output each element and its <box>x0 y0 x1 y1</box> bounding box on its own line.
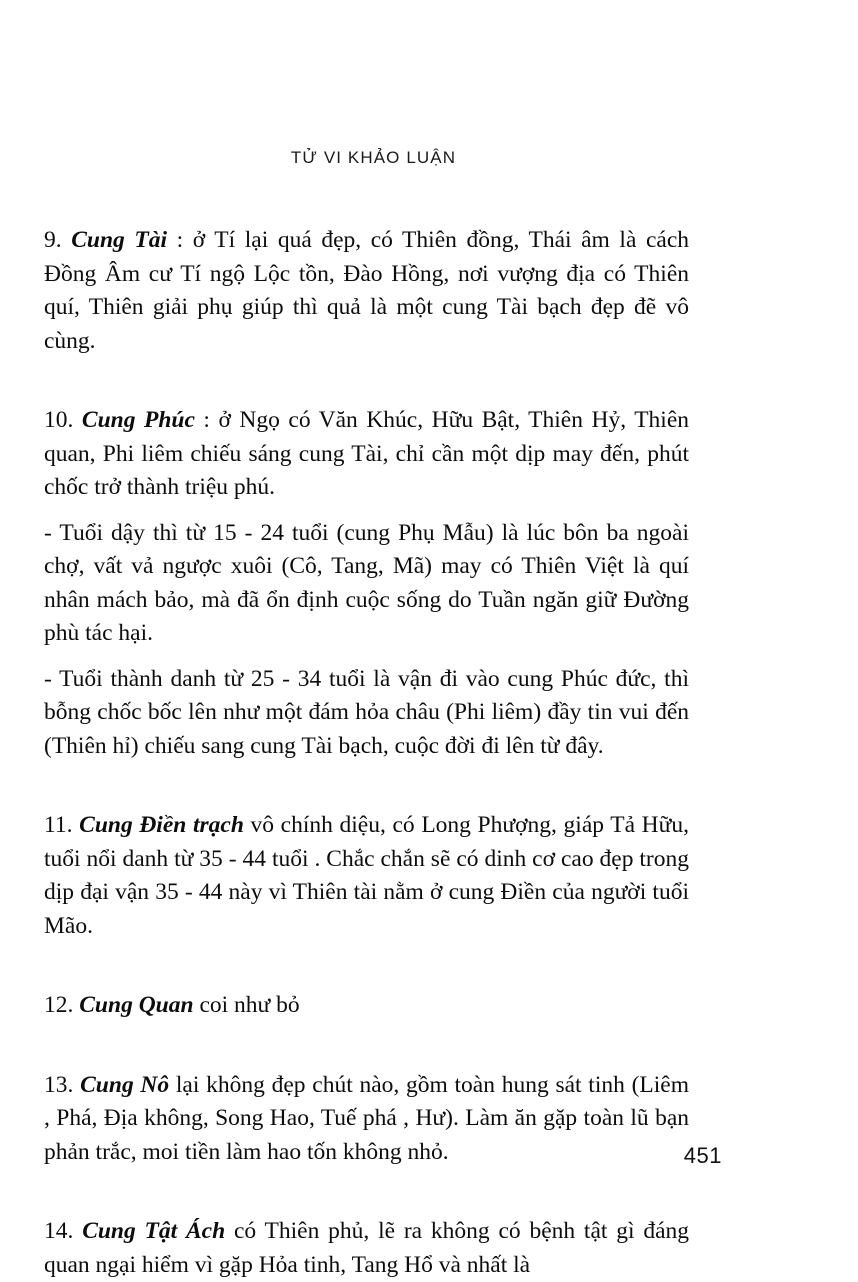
note-body-age-25-34: - Tuổi thành danh từ 25 - 34 tuổi là vận đi vào cung Phúc đức, thì bỗng chốc bốc lên như một đám hỏa châu (Phi liêm) đầy tin vui đến (Thiên hỉ) chiếu sang cung Tài bạch, cuộc đời đi lên từ đây. <box>44 665 689 759</box>
section-body-14: có Thiên phủ, lẽ ra không có bệnh tật gì đáng quan ngại hiểm vì gặp Hỏa tinh, Tang Hổ và nhất là <box>44 1218 689 1278</box>
section-lead-12: Cung Quan <box>79 992 194 1018</box>
spacer <box>44 358 689 404</box>
section-lead-11: Cung Điền trạch <box>79 812 244 838</box>
section-number-14: 14. <box>44 1218 83 1244</box>
section-lead-10: Cung Phúc <box>81 407 195 433</box>
section-lead-14: Cung Tật Ách <box>82 1218 226 1244</box>
paragraph-section-10 <box>44 404 689 505</box>
spacer <box>44 763 689 809</box>
section-number-9: 9. <box>44 227 72 253</box>
page-number: 451 <box>683 1143 722 1168</box>
spacer <box>44 1023 689 1069</box>
section-lead-13: Cung Nô <box>80 1071 170 1098</box>
page-content <box>44 0 689 1282</box>
spacer <box>44 168 689 194</box>
section-body-10: : ở Ngọ có Văn Khúc, Hữu Bật, Thiên Hỷ, Thiên quan, Phi liêm chiếu sáng cung Tài, chỉ cần một dịp may đến, phút chốc trở thành triệu phú. <box>44 407 690 500</box>
note-body-age-15-24: - Tuổi dậy thì từ 15 - 24 tuổi (cung Phụ Mẫu) là lúc bôn ba ngoài chợ, vất vả ngược xuôi (Cô, Tang, Mã) may có Thiên Việt là quí nhân mách bảo, mà đã ổn định cuộc sống do Tuần ngăn giữ Đường phù tác hại. <box>44 519 689 646</box>
section-number-11: 11. <box>44 812 80 838</box>
spacer <box>44 943 689 989</box>
paragraph-section-9 <box>44 224 689 358</box>
section-lead-9: Cung Tài <box>71 227 167 253</box>
paragraph-note-age-25-34 <box>44 663 689 764</box>
section-body-9: : ở Tí lại quá đẹp, có Thiên đồng, Thái âm là cách Đồng Âm cư Tí ngộ Lộc tồn, Đào Hồng, nơi vượng địa có Thiên quí, Thiên giải phụ giúp thì quả là một cung Tài bạch đẹp đẽ vô cùng. <box>44 227 690 354</box>
section-number-13: 13. <box>44 1071 81 1098</box>
section-body-11: vô chính diệu, có Long Phượng, giáp Tả Hữu, tuổi nổi danh từ 35 - 44 tuổi . Chắc chắn sẽ có dinh cơ cao đẹp trong dịp đại vận 35 - 44 này vì Thiên tài nằm ở cung Điền của người tuổi Mão. <box>44 812 689 939</box>
running-head: TỬ VI KHẢO LUẬN <box>290 148 457 167</box>
section-body-12: coi như bỏ <box>193 992 300 1018</box>
section-number-12: 12. <box>44 992 80 1018</box>
paragraph-section-12 <box>44 989 689 1023</box>
section-number-10: 10. <box>44 407 82 433</box>
paragraph-section-11 <box>44 809 689 943</box>
section-body-13: lại không đẹp chút nào, gồm toàn hung sát tinh (Liêm , Phá, Địa không, Song Hao, Tuế phá , Hư). Làm ăn gặp toàn lũ bạn phản trắc, moi tiền làm hao tốn không nhỏ. <box>44 1071 690 1165</box>
paragraph-section-14 <box>44 1215 689 1282</box>
spacer <box>44 651 689 663</box>
spacer <box>44 1169 689 1215</box>
paragraph-note-age-15-24 <box>44 517 689 651</box>
spacer <box>44 505 689 517</box>
